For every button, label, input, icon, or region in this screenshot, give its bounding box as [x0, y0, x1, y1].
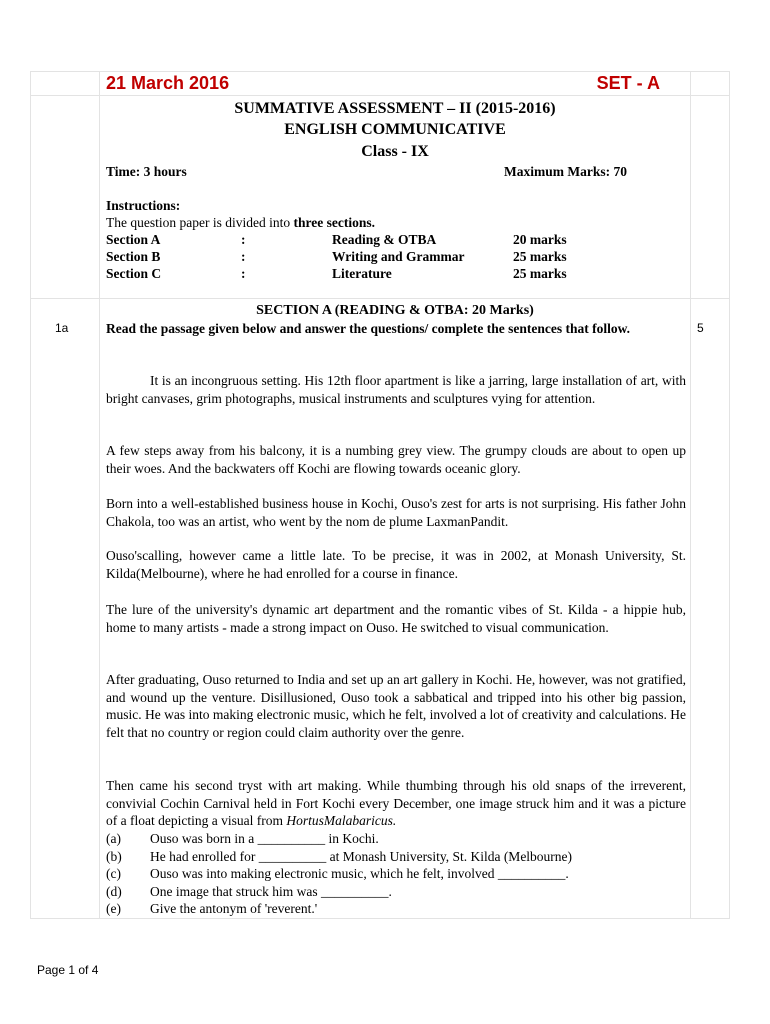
grid-line — [99, 71, 100, 919]
section-topic: Reading & OTBA — [332, 232, 437, 247]
question-item — [106, 830, 686, 848]
section-marks: 25 marks — [513, 266, 567, 281]
passage-italic-term: HortusMalabaricus. — [286, 813, 397, 828]
question-marks: 5 — [697, 321, 704, 335]
section-name: Section A — [106, 232, 161, 247]
assessment-title: SUMMATIVE ASSESSMENT – II (2015-2016) — [234, 100, 556, 117]
section-separator: : — [241, 249, 246, 264]
section-topic: Writing and Grammar — [332, 249, 465, 264]
grid-line — [729, 71, 730, 919]
subject-title: ENGLISH COMMUNICATIVE — [284, 121, 506, 138]
passage-paragraph: After graduating, Ouso returned to India and set up an art gallery in Kochi. He, however, was not gratified, and wound up the venture. Disillusioned, Ouso took a sabbatical and tripped into his other big passion, music. He was into making electronic music, which he felt, involved a lot of creativity and calculations. He felt that no country or region could claim authority over the genre. — [106, 672, 686, 740]
question-text: He had enrolled for __________ at Monash University, St. Kilda (Melbourne) — [150, 848, 573, 864]
question-marker: (b) — [106, 848, 122, 864]
section-marks: 25 marks — [513, 249, 567, 264]
section-separator: : — [241, 266, 246, 281]
set-label: SET - A — [596, 73, 660, 93]
exam-date: 21 March 2016 — [106, 73, 230, 93]
question-marker: (e) — [106, 901, 121, 916]
question-number: 1a — [55, 321, 69, 335]
section-name: Section B — [106, 249, 161, 264]
question-item — [106, 848, 686, 866]
maximum-marks: Maximum Marks: 70 — [504, 164, 627, 179]
instructions-intro — [106, 214, 375, 231]
question-list — [106, 830, 686, 918]
grid-line — [30, 95, 730, 96]
question-text: Give the antonym of 'reverent.' — [150, 901, 318, 916]
question-instruction: Read the passage given below and answer the questions/ complete the sentences that follow. — [106, 321, 630, 336]
instructions-intro-text: The question paper is divided into — [106, 215, 294, 230]
question-marker: (d) — [106, 883, 122, 899]
instructions-intro-emphasis: three sections. — [293, 215, 375, 230]
question-text: One image that struck him was __________. — [150, 883, 392, 899]
section-separator: : — [241, 232, 246, 247]
question-marker: (c) — [106, 866, 121, 881]
class-title: Class - IX — [361, 143, 429, 160]
question-text: Ouso was born in a __________ in Kochi. — [150, 831, 379, 846]
passage-paragraph — [106, 777, 686, 830]
passage-paragraph: Born into a well-established business house in Kochi, Ouso's zest for arts is not surprising. His father John Chakola, too was an artist, who went by the nom de plume LaxmanPandit. — [106, 496, 686, 529]
instructions-heading: Instructions: — [106, 198, 181, 213]
question-item — [106, 883, 686, 901]
section-name: Section C — [106, 266, 162, 281]
time-allowed: Time: 3 hours — [106, 164, 187, 179]
section-marks: 20 marks — [513, 232, 567, 247]
question-item — [106, 865, 686, 883]
passage-paragraph: A few steps away from his balcony, it is a numbing grey view. The grumpy clouds are about to open up their woes. And the backwaters off Kochi are flowing towards oceanic glory. — [106, 443, 686, 476]
passage-paragraph: The lure of the university's dynamic art department and the romantic vibes of St. Kilda - a hippie hub, home to many artists - made a strong impact on Ouso. He switched to visual communication. — [106, 602, 686, 635]
passage-paragraph: Ouso'scalling, however came a little late. To be precise, it was in 2002, at Monash University, St. Kilda(Melbourne), where he had enrolled for a course in finance. — [106, 548, 686, 581]
question-item — [106, 900, 686, 918]
page-number: Page 1 of 4 — [37, 963, 99, 977]
question-marker: (a) — [106, 831, 121, 846]
section-topic: Literature — [332, 266, 392, 281]
passage-paragraph: It is an incongruous setting. His 12th floor apartment is like a jarring, large installation of art, with bright canvases, grim photographs, musical instruments and sculptures vying for attention. — [106, 373, 686, 406]
grid-line — [30, 918, 730, 919]
grid-line — [690, 71, 691, 919]
grid-line — [30, 298, 730, 299]
grid-line — [30, 71, 31, 919]
passage-paragraph-text: Then came his second tryst with art making. While thumbing through his old snaps of the irreverent, convivial Cochin Carnival held in Fort Kochi every December, one image struck him and it was a picture of a float depicting a visual from — [106, 778, 686, 828]
question-text: Ouso was into making electronic music, which he felt, involved __________. — [150, 866, 569, 881]
section-a-heading: SECTION A (READING & OTBA: 20 Marks) — [256, 303, 534, 318]
